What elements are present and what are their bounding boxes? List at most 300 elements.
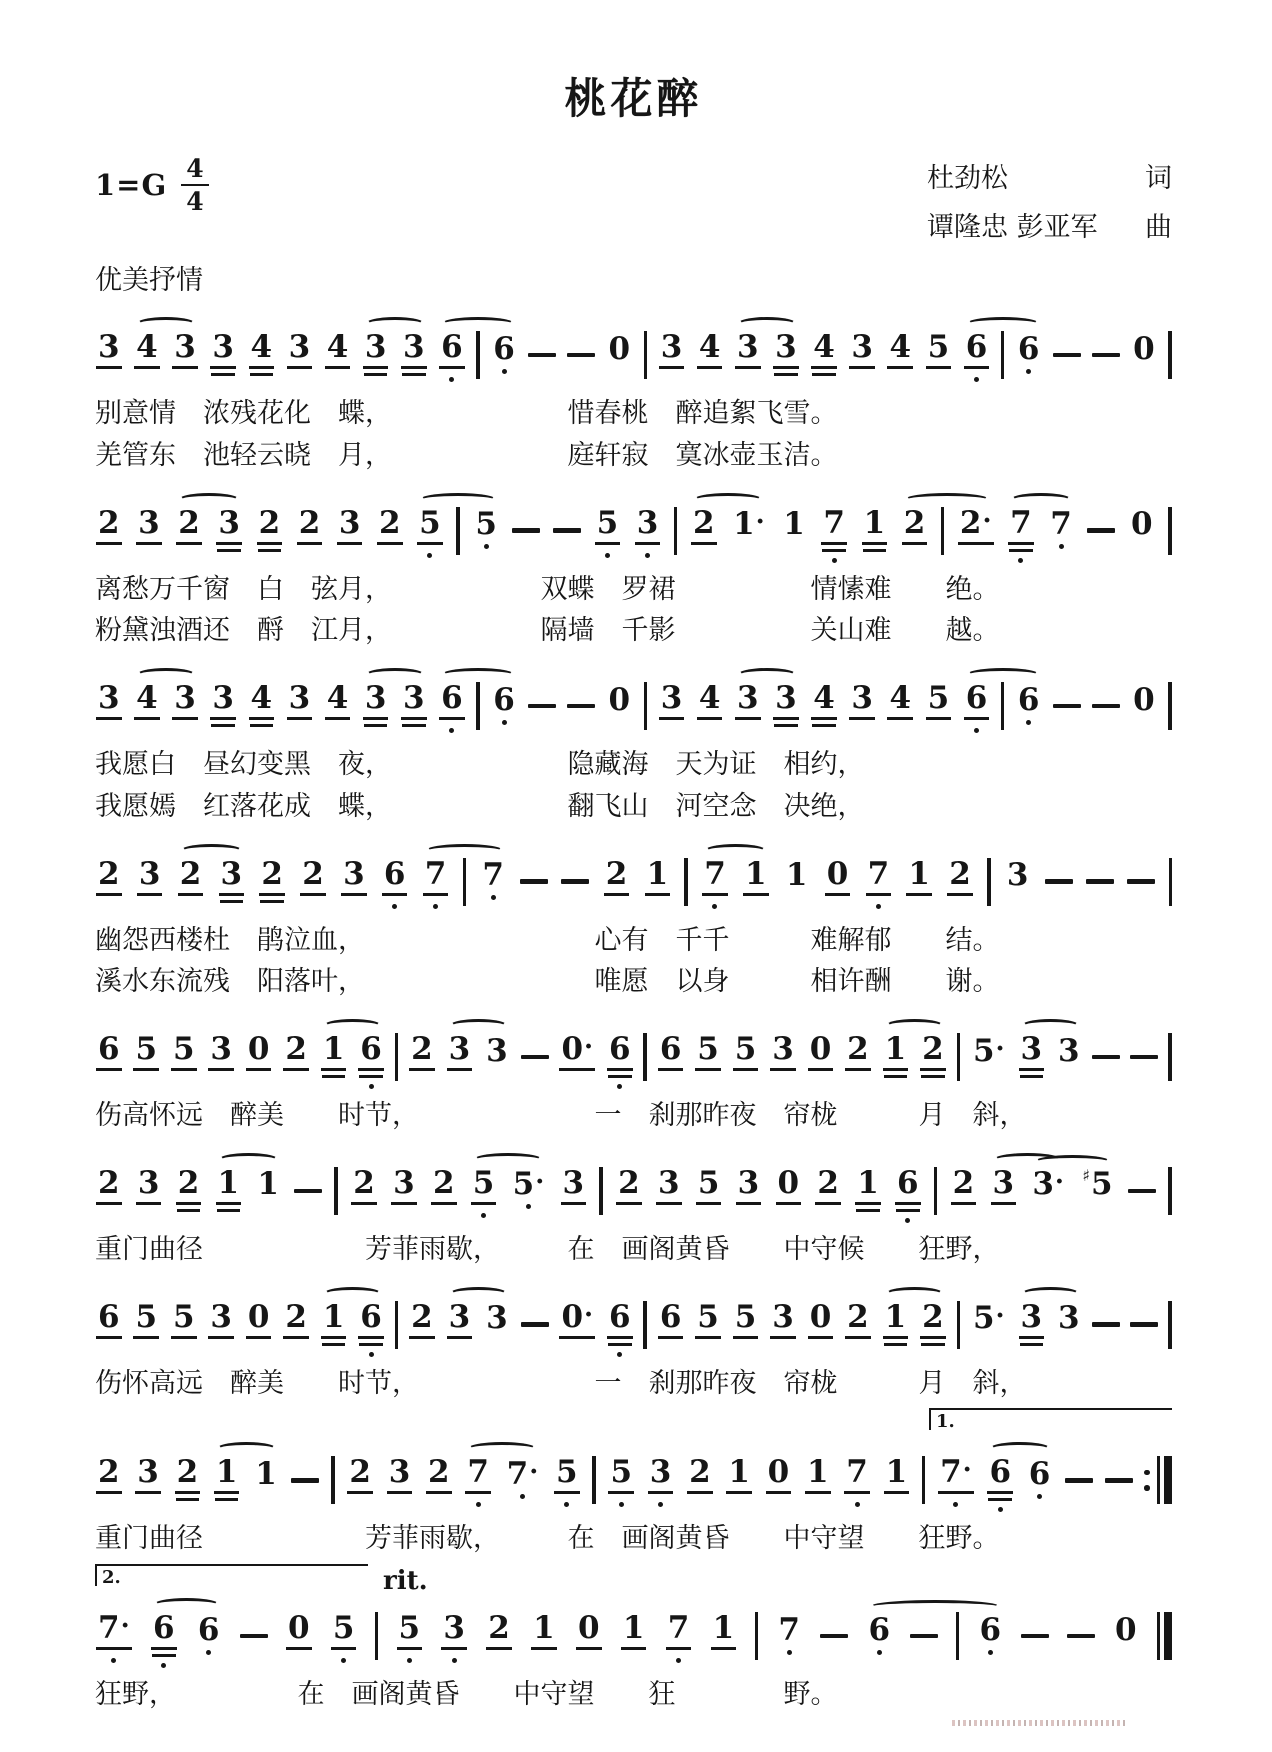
note: 3 <box>486 1032 508 1069</box>
note: 1 <box>882 1302 910 1348</box>
duration-dash <box>1092 1322 1120 1327</box>
augmentation-dot: · <box>120 1611 130 1641</box>
note: 6 <box>657 1034 685 1080</box>
note: 2 <box>946 859 974 905</box>
barline <box>684 858 688 906</box>
note: 3 <box>400 683 428 729</box>
lyric-line: 伤怀高远 醉美 时节， 一 刹那昨夜 帘栊 月 斜， <box>95 1367 1027 1399</box>
song-title: 桃花醉 <box>564 74 703 123</box>
augmentation-dot: · <box>535 1167 545 1198</box>
note: 0· <box>558 1302 596 1348</box>
low-octave-dot <box>502 369 507 374</box>
note: 3 <box>209 332 237 378</box>
low-octave-dot <box>998 1507 1003 1512</box>
note: 2 <box>950 1168 978 1214</box>
duration-dash <box>1053 704 1081 709</box>
note: 0 <box>824 859 852 905</box>
note: 1 <box>257 1166 279 1203</box>
credits <box>927 156 1172 254</box>
barline <box>644 331 648 379</box>
note: 6 <box>195 1615 223 1658</box>
note: 0 <box>575 1613 603 1659</box>
note: 3 <box>658 332 686 378</box>
barline <box>674 507 678 555</box>
note: 2 <box>296 508 324 554</box>
note: 1· <box>733 506 765 542</box>
note: 1 <box>804 1457 832 1503</box>
note: 3 <box>735 1168 763 1214</box>
note: 0 <box>1133 330 1155 367</box>
barline <box>1001 682 1005 730</box>
note: ♯5 <box>1082 1166 1113 1203</box>
low-octave-dot <box>111 1658 116 1663</box>
low-octave-dot <box>953 1502 958 1507</box>
note: 7 <box>422 859 450 905</box>
note: 3 <box>658 683 686 729</box>
note: 6 <box>490 685 518 728</box>
low-octave-dot <box>484 544 489 549</box>
system <box>95 1159 1172 1267</box>
note: 4 <box>133 683 161 729</box>
note: 2 <box>256 508 284 554</box>
duration-dash <box>528 353 556 358</box>
low-octave-dot <box>712 904 717 909</box>
low-octave-dot <box>392 904 397 909</box>
note: 5· <box>972 1032 1005 1069</box>
note: 0 <box>1133 681 1155 718</box>
barline <box>957 1301 961 1349</box>
note: 3 <box>734 683 762 729</box>
sharp-icon: ♯ <box>1082 1166 1090 1186</box>
note: 1 <box>905 859 933 905</box>
lyric-line: 伤高怀远 醉美 时节， 一 刹那昨夜 帘栊 月 斜， <box>95 1100 1027 1131</box>
low-octave-dot <box>605 553 610 558</box>
barline <box>1168 1301 1172 1349</box>
note: 7 <box>479 860 507 903</box>
low-octave-dot <box>369 1352 374 1357</box>
note: 5 <box>396 1613 424 1659</box>
final-barline <box>1157 1612 1172 1660</box>
notation-line <box>95 1025 1172 1089</box>
note: 2 <box>901 508 929 554</box>
barline <box>395 1033 399 1081</box>
note: 5 <box>694 1302 722 1348</box>
low-octave-dot <box>1037 1494 1042 1499</box>
composer-names: 谭隆忠 彭亚军 <box>927 212 1098 243</box>
note: 2 <box>376 508 404 554</box>
note: 1 <box>861 508 889 554</box>
note: 2 <box>174 1457 202 1503</box>
note: 2 <box>346 1457 374 1503</box>
barline <box>1168 507 1172 555</box>
note: 1 <box>883 1457 911 1503</box>
system <box>95 850 1172 1000</box>
note: 2 <box>95 859 123 905</box>
note: 6 <box>357 1034 385 1080</box>
note: 4 <box>248 683 276 729</box>
note: 5 <box>553 1457 581 1503</box>
note: 5 <box>470 1168 498 1214</box>
note: 6 <box>976 1615 1004 1658</box>
barline <box>334 1167 338 1215</box>
note: 2 <box>299 859 327 905</box>
augmentation-dot: · <box>584 1032 594 1062</box>
low-octave-dot <box>161 1663 166 1668</box>
system <box>95 1566 1172 1712</box>
note: 4 <box>886 683 914 729</box>
note: 2 <box>690 508 718 554</box>
note: 5 <box>594 508 622 554</box>
system <box>95 499 1172 649</box>
note: 3 <box>218 859 246 905</box>
barline <box>592 1456 596 1504</box>
barline <box>375 1612 379 1660</box>
note: 0 <box>1114 1611 1137 1648</box>
barline <box>1168 1167 1172 1215</box>
system <box>95 674 1172 824</box>
barline <box>957 1033 961 1081</box>
note: 6 <box>866 1615 894 1658</box>
note: 1 <box>620 1613 648 1659</box>
duration-dash <box>240 1634 268 1639</box>
augmentation-dot: · <box>995 1033 1005 1064</box>
low-octave-dot <box>433 904 438 909</box>
barline <box>599 1167 603 1215</box>
note: 2 <box>425 1457 453 1503</box>
notation-line <box>95 323 1172 387</box>
low-octave-dot <box>645 553 650 558</box>
duration-dash <box>1092 704 1120 709</box>
note: 0 <box>1130 506 1153 542</box>
low-octave-dot <box>481 1213 486 1218</box>
note: 7 <box>665 1613 693 1659</box>
note: 1 <box>320 1034 348 1080</box>
note: 3 <box>95 683 123 729</box>
note: 3 <box>1006 857 1029 893</box>
duration-dash <box>521 1055 549 1060</box>
barline <box>1169 858 1173 906</box>
lyric-line: 幽怨西楼杜 鹃泣血， 心有 千千 难解郁 结。 <box>95 924 1000 956</box>
time-signature-numerator: 4 <box>181 156 208 186</box>
lyric-line: 我愿白 昼幻变黑 夜， 隐藏海 天为证 相约， <box>95 749 865 780</box>
note: 3 <box>134 1457 162 1503</box>
note: 5 <box>695 1168 723 1214</box>
note: 3 <box>135 508 163 554</box>
tempo-mark: rit. <box>383 1566 428 1596</box>
note: 3 <box>772 332 800 378</box>
duration-dash <box>1128 1189 1156 1194</box>
duration-dash <box>1021 1634 1049 1639</box>
lyricist-name: 杜劲松 <box>927 163 1008 194</box>
note: 3 <box>95 332 123 378</box>
barline <box>755 1612 759 1660</box>
note: 3 <box>1057 1300 1080 1336</box>
low-octave-dot <box>427 553 432 558</box>
barline <box>934 1167 938 1215</box>
note: 1 <box>725 1457 753 1503</box>
barline <box>1001 331 1005 379</box>
note: 2 <box>919 1302 947 1348</box>
duration-dash <box>1130 1055 1158 1060</box>
notation-line <box>95 1159 1172 1223</box>
barline <box>463 858 467 906</box>
note: 5 <box>472 509 500 552</box>
note: 3 <box>446 1034 474 1080</box>
duration-dash <box>291 1478 319 1483</box>
note: 3 <box>207 1302 235 1348</box>
note: 0 <box>807 1034 835 1080</box>
duration-dash <box>1127 879 1155 884</box>
low-octave-dot <box>617 1352 622 1357</box>
note: 2 <box>844 1034 872 1080</box>
note: 7· <box>937 1457 975 1503</box>
key-signature <box>95 156 209 214</box>
note: 7 <box>865 859 893 905</box>
note: 0· <box>558 1034 596 1080</box>
note: 3 <box>634 508 662 554</box>
note: 1 <box>710 1613 738 1659</box>
system <box>95 323 1172 473</box>
duration-dash <box>520 879 548 884</box>
note: 3 <box>769 1034 797 1080</box>
score-body <box>95 323 1172 1712</box>
volta-bracket <box>929 1408 1172 1433</box>
low-octave-dot <box>449 377 454 382</box>
note: 4 <box>248 332 276 378</box>
volta-label: 1. <box>936 1411 955 1433</box>
note: 6 <box>438 332 466 378</box>
note: 3 <box>1057 1032 1080 1069</box>
duration-dash <box>1067 1634 1095 1639</box>
note: 5 <box>330 1613 358 1659</box>
note: 6 <box>490 334 518 377</box>
note: 3 <box>207 1034 235 1080</box>
lyricist-role: 词 <box>1145 163 1172 194</box>
note: 0 <box>245 1034 273 1080</box>
note: 3 <box>486 1300 508 1336</box>
augmentation-dot: · <box>529 1456 539 1487</box>
low-octave-dot <box>502 720 507 725</box>
augmentation-dot: · <box>995 1301 1005 1331</box>
low-octave-dot <box>407 1658 412 1663</box>
duration-dash <box>512 528 540 533</box>
note: 5 <box>132 1302 160 1348</box>
duration-dash <box>1086 879 1114 884</box>
duration-dash <box>1045 879 1073 884</box>
duration-dash <box>1130 1322 1158 1327</box>
notation-line <box>95 850 1172 914</box>
low-octave-dot <box>449 728 454 733</box>
note: 2 <box>408 1034 436 1080</box>
note: 3 <box>1018 1302 1046 1348</box>
low-octave-dot <box>369 1084 374 1089</box>
note: 3 <box>286 683 314 729</box>
note: 7 <box>820 508 848 554</box>
note: 3 <box>362 683 390 729</box>
note: 2 <box>95 1168 123 1214</box>
note: 6 <box>606 1302 634 1348</box>
note: 6 <box>986 1457 1014 1503</box>
barline <box>941 507 945 555</box>
note: 4 <box>696 332 724 378</box>
watermark <box>952 1720 1127 1726</box>
duration-dash <box>528 704 556 709</box>
note: 5· <box>972 1300 1005 1336</box>
barline <box>922 1456 926 1504</box>
system <box>95 1411 1172 1556</box>
barline <box>476 682 480 730</box>
note: 3 <box>340 859 368 905</box>
barline <box>987 858 991 906</box>
note: 4 <box>324 683 352 729</box>
low-octave-dot <box>877 1650 882 1655</box>
low-octave-dot <box>1059 544 1064 549</box>
note: 3 <box>171 332 199 378</box>
low-octave-dot <box>1026 720 1031 725</box>
notation-line <box>95 1566 1172 1668</box>
low-octave-dot <box>855 1502 860 1507</box>
note: 3 <box>446 1302 474 1348</box>
barline <box>956 1612 960 1660</box>
duration-dash <box>1065 1478 1093 1483</box>
low-octave-dot <box>876 904 881 909</box>
note: 0 <box>807 1302 835 1348</box>
note: 3 <box>769 1302 797 1348</box>
note: 4 <box>886 332 914 378</box>
note: 7 <box>1047 509 1075 552</box>
low-octave-dot <box>787 1650 792 1655</box>
barline <box>1168 682 1172 730</box>
note: 5 <box>416 508 444 554</box>
note: 1 <box>215 1168 243 1214</box>
note: 3 <box>1018 1034 1046 1080</box>
note: 1 <box>785 857 808 893</box>
barline <box>644 682 648 730</box>
note: 3 <box>772 683 800 729</box>
note: 2 <box>282 1034 310 1080</box>
note: 6 <box>1026 1459 1054 1502</box>
note: 5 <box>925 332 953 378</box>
key-text: 1=G <box>95 168 168 202</box>
note: 3 <box>171 683 199 729</box>
time-signature <box>181 156 208 214</box>
note: 5 <box>170 1302 198 1348</box>
low-octave-dot <box>832 558 837 563</box>
low-octave-dot <box>341 1658 346 1663</box>
low-octave-dot <box>676 1658 681 1663</box>
note: 0 <box>285 1613 313 1659</box>
note: 1 <box>213 1457 241 1503</box>
lyric-line: 重门曲径 芳菲雨歇， 在 画阁黄昏 中守望 狂野。 <box>95 1523 1000 1555</box>
low-octave-dot <box>658 1502 663 1507</box>
note: 3 <box>848 683 876 729</box>
notation-line <box>95 1293 1172 1357</box>
note: 6 <box>657 1302 685 1348</box>
notation-line <box>95 1411 1172 1512</box>
note: 7 <box>775 1615 803 1658</box>
low-octave-dot <box>974 728 979 733</box>
note: 2 <box>814 1168 842 1214</box>
note: 3 <box>209 683 237 729</box>
note: 5 <box>132 1034 160 1080</box>
note: 5 <box>732 1302 760 1348</box>
barline <box>1168 1033 1172 1081</box>
note: 6 <box>963 332 991 378</box>
note: 2 <box>485 1613 513 1659</box>
low-octave-dot <box>905 1218 910 1223</box>
note: 5 <box>694 1034 722 1080</box>
duration-dash <box>561 879 589 884</box>
low-octave-dot <box>526 1204 531 1209</box>
low-octave-dot <box>1026 369 1031 374</box>
low-octave-dot <box>452 1658 457 1663</box>
note: 5 <box>732 1034 760 1080</box>
note: 7 <box>843 1457 871 1503</box>
low-octave-dot <box>564 1502 569 1507</box>
note: 3 <box>734 332 762 378</box>
duration-dash <box>1087 528 1115 533</box>
note: 3 <box>990 1168 1018 1214</box>
note: 1 <box>882 1034 910 1080</box>
note: 2 <box>177 859 205 905</box>
note: 0 <box>245 1302 273 1348</box>
note: 5 <box>925 683 953 729</box>
lyric-line: 粉黛浊酒还 酹 江月， 隔墙 千影 关山难 越。 <box>95 615 1000 647</box>
note: 3 <box>440 1613 468 1659</box>
barline <box>395 1301 399 1349</box>
lyric-line: 我愿嫣 红落花成 蝶， 翻飞山 河空念 决绝， <box>95 790 865 822</box>
low-octave-dot <box>619 1502 624 1507</box>
note: 3 <box>647 1457 675 1503</box>
duration-dash <box>1053 353 1081 358</box>
note: 1 <box>742 859 770 905</box>
note: 2 <box>430 1168 458 1214</box>
expression-text: 优美抒情 <box>95 265 203 296</box>
low-octave-dot <box>1018 558 1023 563</box>
note: 2 <box>258 859 286 905</box>
note: 7· <box>95 1613 133 1659</box>
note: 5 <box>170 1034 198 1080</box>
duration-dash <box>1092 353 1120 358</box>
barline <box>456 507 460 555</box>
note: 2 <box>282 1302 310 1348</box>
lyric-line: 重门曲径 芳菲雨歇， 在 画阁黄昏 中守候 狂野， <box>95 1233 1000 1265</box>
low-octave-dot <box>974 377 979 382</box>
system <box>95 1293 1172 1401</box>
note: 6 <box>894 1168 922 1214</box>
system <box>95 1025 1172 1133</box>
note: 1 <box>854 1168 882 1214</box>
note: 2 <box>408 1302 436 1348</box>
barline <box>331 1456 335 1504</box>
augmentation-dot: · <box>982 505 992 536</box>
repeat-barline <box>1144 1456 1172 1504</box>
note: 7 <box>464 1457 492 1503</box>
note: 6 <box>381 859 409 905</box>
low-octave-dot <box>206 1650 211 1655</box>
duration-dash <box>1092 1055 1120 1060</box>
note: 7 <box>701 859 729 905</box>
augmentation-dot: · <box>962 1455 972 1486</box>
duration-dash <box>567 353 595 358</box>
note: 2 <box>175 508 203 554</box>
barline <box>643 1301 647 1349</box>
note: 6 <box>357 1302 385 1348</box>
barline <box>1168 331 1172 379</box>
note: 3 <box>215 508 243 554</box>
augmentation-dot: · <box>1054 1167 1064 1198</box>
note: 1 <box>320 1302 348 1348</box>
